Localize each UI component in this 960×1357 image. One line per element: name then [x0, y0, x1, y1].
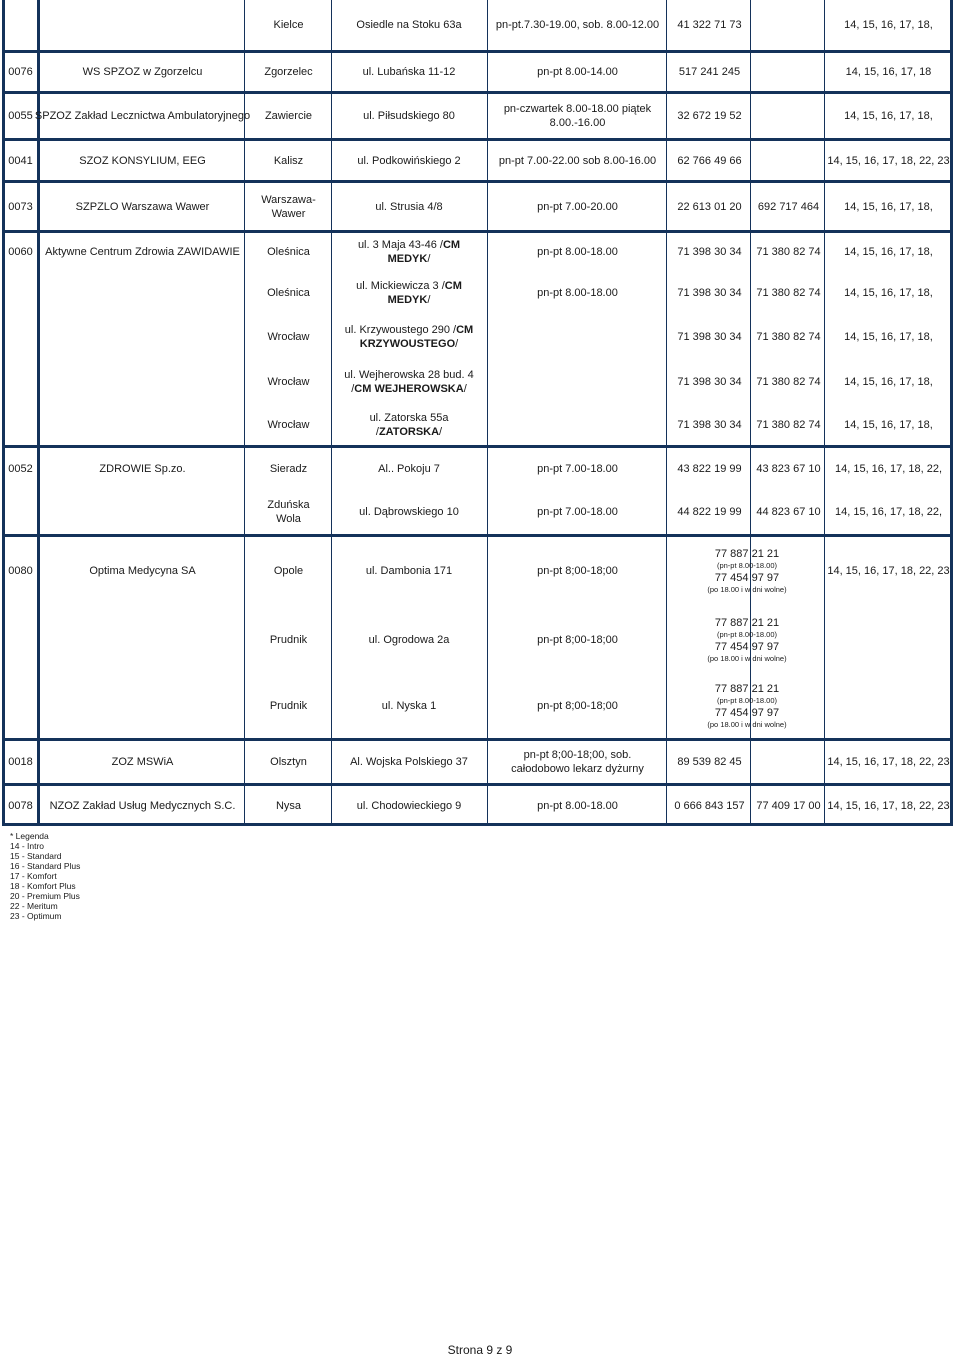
cell-hours	[487, 53, 668, 91]
cell-phone2: 71 380 82 74	[756, 418, 821, 431]
address-text	[336, 368, 482, 396]
cell-phones	[668, 674, 826, 738]
table-row	[2, 490, 953, 537]
cell-packages: 14, 15, 16, 17, 18, 22,	[834, 463, 943, 475]
cell-phone1: 62 766 49 66	[677, 154, 742, 167]
cell-address: Al.. Pokoju 7	[378, 463, 440, 475]
cell-phone2: 71 380 82 74	[756, 245, 821, 258]
cell-code: 0052	[8, 463, 33, 475]
phone-weekday-note: (pn-pt 8.00-18.00)	[716, 696, 778, 705]
cell-phone1: 71 398 30 34	[677, 331, 742, 343]
cell-packages: 14, 15, 16, 17, 18,	[844, 200, 933, 213]
city-text: Sieradz	[269, 463, 308, 475]
cell-name: ZDROWIE Sp.zo.	[99, 463, 186, 475]
cell-packages: 14, 15, 16, 17, 18, 22, 23	[827, 756, 950, 768]
hours-text: pn-pt 8.00-18.00	[537, 286, 618, 299]
cell-address: ul. Dąbrowskiego 10	[359, 506, 459, 518]
cell-name: SZOZ KONSYLIUM, EEG	[79, 154, 206, 167]
cell-phone1: 71 398 30 34	[677, 245, 742, 258]
address-street: ul. Zatorska 55a /	[369, 411, 449, 438]
cell-phone1: 22 613 01 20	[677, 200, 742, 213]
hours-text: pn-pt 7.00-18.00	[537, 506, 618, 518]
city-text: Oleśnica	[267, 286, 310, 299]
cell-packages: 14, 15, 16, 17, 18,	[844, 375, 933, 388]
cell-city	[246, 490, 331, 534]
phone-weekday: 77 887 21 21	[714, 616, 780, 629]
phone-offhours-note: (po 18.00 i w dni wolne)	[707, 653, 787, 663]
cell-city	[246, 537, 331, 605]
cell-address: Al. Wojska Polskiego 37	[350, 756, 468, 768]
cell-hours	[487, 674, 668, 738]
cell-code: 0060	[8, 245, 33, 258]
hours-text: pn-pt 8.00-18.00	[537, 245, 618, 258]
phone-weekday-note: (pn-pt 8.00-18.00)	[716, 561, 778, 570]
cell-address	[331, 359, 487, 404]
cell-hours	[487, 490, 668, 534]
cell-phone1: 43 822 19 99	[677, 463, 742, 475]
table-row	[2, 94, 953, 141]
cell-phone1: 41 322 71 73	[677, 19, 742, 31]
address-center-name: CM WEJHEROWSKA	[354, 382, 464, 395]
address-suffix: /	[427, 252, 431, 265]
cell-address: ul. Nyska 1	[381, 700, 437, 712]
cell-code	[2, 315, 39, 359]
cell-address	[331, 404, 487, 445]
hours-text: pn-pt 8;00-18;00	[537, 565, 618, 577]
city-text: Nysa	[275, 800, 302, 812]
cell-phone2	[751, 741, 826, 783]
phone-weekday: 77 887 21 21	[714, 683, 780, 695]
cell-name	[39, 0, 246, 50]
phone-offhours: 77 454 97 97	[714, 640, 780, 653]
phone-weekday-note: (pn-pt 8.00-18.00)	[716, 629, 778, 639]
cell-packages: 14, 15, 16, 17, 18, 22,	[834, 506, 943, 518]
cell-packages	[826, 605, 951, 674]
cell-city	[246, 674, 331, 738]
cell-address: ul. Strusia 4/8	[375, 200, 443, 213]
legend-item: 22 - Meritum	[10, 901, 58, 911]
address-street: ul. 3 Maja 43-46 /	[357, 238, 443, 251]
cell-address: ul. Chodowieckiego 9	[356, 800, 462, 812]
address-suffix: /	[455, 338, 459, 350]
cell-name	[39, 605, 246, 674]
cell-city	[246, 53, 331, 91]
cell-code	[2, 270, 39, 315]
cell-packages: 14, 15, 16, 17, 18,	[844, 245, 933, 258]
cell-city	[246, 233, 331, 270]
cell-hours	[487, 94, 668, 138]
cell-code	[2, 490, 39, 534]
city-text: Warszawa-Wawer	[261, 193, 316, 220]
cell-name	[39, 674, 246, 738]
cell-phone2: 43 823 67 10	[756, 463, 821, 475]
cell-address: ul. Ogrodowa 2a	[368, 633, 450, 646]
hours-text: pn-pt 8.00-14.00	[537, 66, 618, 78]
cell-address: ul. Dambonia 171	[365, 565, 453, 577]
cell-name	[39, 490, 246, 534]
table-row	[2, 674, 953, 741]
cell-phones	[668, 605, 826, 674]
cell-packages	[826, 674, 951, 738]
hours-text: pn-pt 7.00-22.00 sob 8.00-16.00	[498, 154, 657, 167]
table-row	[2, 741, 953, 786]
cell-hours	[487, 233, 668, 270]
cell-city	[246, 94, 331, 138]
hours-text: pn-pt 7.00-20.00	[537, 200, 618, 213]
legend-item: 14 - Intro	[10, 841, 45, 851]
cell-name: Optima Medycyna SA	[89, 565, 196, 577]
city-text: Zduńska Wola	[267, 499, 310, 525]
cell-phone2	[751, 94, 826, 138]
hours-text: pn-czwartek 8.00-18.00 piątek 8.00.-16.00	[503, 103, 652, 129]
legend-items	[10, 841, 80, 921]
phone-offhours: 77 454 97 97	[714, 572, 780, 584]
cell-name: NZOZ Zakład Usług Medycznych S.C.	[49, 800, 236, 812]
city-text: Prudnik	[269, 700, 308, 712]
cell-code: 0055	[8, 110, 33, 122]
cell-packages: 14, 15, 16, 17, 18, 22, 23	[827, 565, 950, 577]
city-text: Olsztyn	[270, 756, 307, 768]
city-text: Zgorzelec	[264, 66, 313, 78]
cell-phone1: 32 672 19 52	[677, 110, 742, 122]
cell-city	[246, 359, 331, 404]
address-text	[336, 323, 482, 351]
cell-hours	[487, 0, 668, 50]
cell-phone1: 71 398 30 34	[677, 375, 742, 388]
city-text: Wrocław	[267, 375, 310, 388]
cell-packages: 14, 15, 16, 17, 18,	[844, 19, 933, 31]
legend	[10, 831, 80, 921]
cell-hours	[487, 448, 668, 490]
cell-address: ul. Lubańska 11-12	[362, 66, 456, 78]
cell-packages: 14, 15, 16, 17, 18,	[844, 110, 933, 122]
cell-city	[246, 741, 331, 783]
city-text: Wrocław	[267, 331, 310, 343]
cell-hours	[487, 315, 668, 359]
hours-text: pn-pt 8;00-18;00	[537, 700, 618, 712]
legend-item: 15 - Standard	[10, 851, 62, 861]
cell-code: 0041	[8, 154, 33, 167]
cell-name	[39, 359, 246, 404]
hours-text: pn-pt 8;00-18;00, sob. całodobowo lekarz dyżurny	[511, 749, 644, 775]
table-row	[2, 141, 953, 183]
cell-hours	[487, 359, 668, 404]
table-row	[2, 315, 953, 359]
table-row	[2, 233, 953, 270]
address-text	[336, 238, 482, 266]
cell-name: WS SPZOZ w Zgorzelcu	[82, 66, 203, 78]
phone-offhours-note: (po 18.00 i w dni wolne)	[707, 720, 787, 729]
cell-code	[2, 404, 39, 445]
city-text: Oleśnica	[267, 245, 310, 258]
cell-city	[246, 315, 331, 359]
cell-city	[246, 448, 331, 490]
cell-packages: 14, 15, 16, 17, 18, 22, 23	[827, 154, 950, 167]
cell-code: 0073	[8, 200, 33, 213]
cell-city	[246, 270, 331, 315]
cell-name	[39, 404, 246, 445]
city-text: Wrocław	[267, 418, 310, 431]
cell-hours	[487, 270, 668, 315]
cell-city	[246, 141, 331, 180]
cell-address	[331, 233, 487, 270]
cell-packages: 14, 15, 16, 17, 18,	[844, 331, 933, 343]
cell-code	[2, 359, 39, 404]
cell-name	[39, 315, 246, 359]
address-text	[336, 411, 482, 439]
city-text: Zawiercie	[264, 110, 313, 122]
cell-code: 0078	[8, 800, 33, 812]
legend-item: 23 - Optimum	[10, 911, 62, 921]
hours-text: pn-pt.7.30-19.00, sob. 8.00-12.00	[495, 19, 660, 31]
cell-phones	[668, 537, 826, 605]
table-row	[2, 270, 953, 315]
cell-city	[246, 0, 331, 50]
table-row	[2, 537, 953, 605]
table-row	[2, 448, 953, 490]
address-center-name: CM KRZYWOUSTEGO	[359, 324, 474, 350]
cell-hours	[487, 741, 668, 783]
table-row	[2, 53, 953, 94]
cell-packages: 14, 15, 16, 17, 18	[845, 66, 932, 78]
cell-name: SZPZLO Warszawa Wawer	[75, 200, 210, 213]
city-text: Kielce	[273, 19, 304, 31]
address-street: ul. Mickiewicza 3 /	[356, 279, 445, 292]
address-suffix: /	[439, 425, 443, 438]
table-row	[2, 786, 953, 826]
legend-item: 18 - Komfort Plus	[10, 881, 76, 891]
cell-name: SPZOZ Zakład Lecznictwa Ambulatoryjnego	[34, 110, 251, 122]
cell-code	[2, 674, 39, 738]
address-street: ul. Wejherowska 28 bud. 4 /	[344, 368, 474, 395]
cell-phone2	[751, 53, 826, 91]
legend-item: 20 - Premium Plus	[10, 891, 80, 901]
cell-hours	[487, 183, 668, 230]
cell-hours	[487, 786, 668, 826]
cell-phone1: 89 539 82 45	[677, 756, 742, 768]
address-suffix: /	[463, 382, 467, 395]
city-text: Kalisz	[273, 154, 304, 167]
hours-text: pn-pt 7.00-18.00	[537, 463, 618, 475]
hours-text: pn-pt 8.00-18.00	[537, 800, 618, 812]
cell-hours	[487, 537, 668, 605]
table-row	[2, 359, 953, 404]
address-center-name: CM MEDYK	[387, 238, 461, 265]
cell-packages: 14, 15, 16, 17, 18,	[844, 418, 933, 431]
cell-packages: 14, 15, 16, 17, 18,	[844, 286, 933, 299]
city-text: Opole	[273, 565, 304, 577]
legend-item: 16 - Standard Plus	[10, 861, 81, 871]
cell-city	[246, 605, 331, 674]
cell-address	[331, 270, 487, 315]
cell-phone1: 71 398 30 34	[677, 418, 742, 431]
legend-item: 17 - Komfort	[10, 871, 57, 881]
cell-name	[39, 270, 246, 315]
cell-phone2: 71 380 82 74	[756, 375, 821, 388]
cell-code: 0076	[8, 66, 33, 78]
cell-code	[2, 0, 39, 50]
address-text	[336, 279, 482, 307]
cell-phone1: 517 241 245	[678, 66, 741, 78]
table-row	[2, 183, 953, 233]
cell-city	[246, 786, 331, 826]
table-row	[2, 605, 953, 674]
address-center-name: CM MEDYK	[387, 279, 462, 306]
cell-name: ZOZ MSWiA	[111, 756, 174, 768]
cell-address: ul. Piłsudskiego 80	[363, 110, 455, 122]
cell-code: 0018	[8, 756, 33, 768]
phone-offhours: 77 454 97 97	[714, 707, 780, 719]
cell-hours	[487, 141, 668, 180]
cell-phone2: 71 380 82 74	[756, 331, 821, 343]
cell-code: 0080	[8, 565, 33, 577]
cell-address: ul. Podkowińskiego 2	[357, 154, 461, 167]
cell-code	[2, 605, 39, 674]
cell-phone2	[751, 141, 826, 180]
page-number: Strona 9 z 9	[447, 1343, 513, 1357]
city-text: Prudnik	[269, 633, 308, 646]
cell-phone2	[751, 0, 826, 50]
address-center-name: ZATORSKA	[378, 425, 440, 438]
cell-address	[331, 315, 487, 359]
cell-phone2: 692 717 464	[757, 200, 820, 213]
cell-name: Aktywne Centrum Zdrowia ZAWIDAWIE	[45, 245, 240, 258]
phone-weekday: 77 887 21 21	[714, 548, 780, 560]
cell-city	[246, 183, 331, 230]
address-suffix: /	[427, 293, 431, 306]
address-street: ul. Krzywoustego 290 /	[344, 324, 457, 336]
cell-packages: 14, 15, 16, 17, 18, 22, 23	[827, 800, 950, 812]
phone-offhours-note: (po 18.00 i w dni wolne)	[707, 585, 787, 594]
table-row	[2, 404, 953, 448]
cell-phone1: 71 398 30 34	[677, 286, 742, 299]
table-row	[2, 0, 953, 53]
cell-hours	[487, 605, 668, 674]
cell-phone1: 44 822 19 99	[677, 506, 742, 518]
cell-hours	[487, 404, 668, 445]
legend-title: * Legenda	[10, 831, 49, 841]
cell-phone1: 0 666 843 157	[674, 800, 745, 812]
cell-phone2: 44 823 67 10	[756, 506, 821, 518]
cell-city	[246, 404, 331, 445]
cell-address: Osiedle na Stoku 63a	[356, 19, 462, 31]
cell-phone2: 71 380 82 74	[756, 286, 821, 299]
cell-phone2: 77 409 17 00	[756, 800, 821, 812]
hours-text: pn-pt 8;00-18;00	[537, 633, 618, 646]
